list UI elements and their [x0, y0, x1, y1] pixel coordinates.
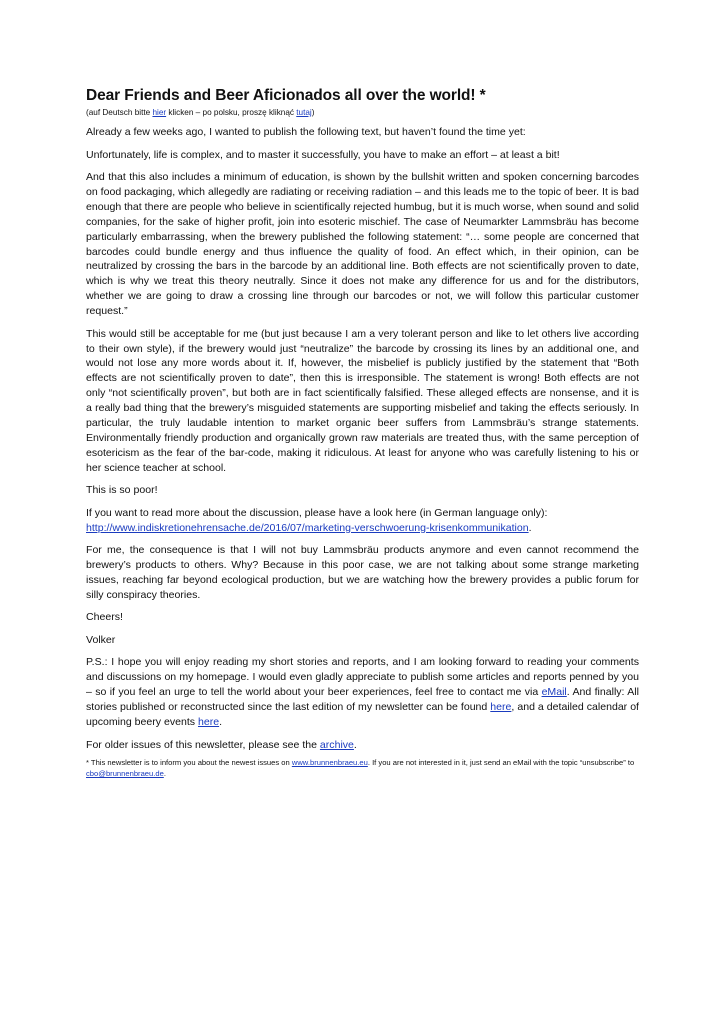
- ps-text-2: . And finally: All stories published or reconstructed since the last edition of my newsletter can be found: [86, 686, 639, 714]
- ps-text-1: P.S.: I hope you will enjoy reading my short stories and reports, and I am looking forward to reading your comments and discussions on my homepage. I would even gladly appreciate to publish some articles and reports penned by you – so if you feel an urge to tell the world about your beer experiences, feel free to contact me via: [86, 656, 639, 699]
- paragraph-intro: Already a few weeks ago, I wanted to publish the following text, but haven’t found the time yet:: [86, 126, 526, 138]
- paragraph-barcodes: And that this also includes a minimum of education, is shown by the bullshit written and spoken concerning barcodes on food packaging, which allegedly are radiating or receiving radiation – and this leads me to the topic of beer. It is bad enough that there are people who believe in scientifically rejected humbug, but it is much worse, when sound and solid companies, for the sake of higher profit, join into esoteric mischief. The case of Neumarkter Lammsbräu has become particularly embarrassing, when the brewery published the following statement: “… some people are concerned that barcodes could bundle energy and thus influence the quality of food. An effect which, in their opinion, can be neutralized by crossing the bars in the barcode by an additional line. Both effects are not scientifically proven to date, which is why we treat this theory neutrally. Since it does not make any difference for us and for the distributors, whether we are going to draw a crossing line through our barcodes or not, we will follow this particular customer request.”: [86, 171, 639, 318]
- ps-text-4: .: [219, 716, 223, 729]
- footnote: [86, 758, 639, 779]
- older-issues-period: .: [353, 738, 357, 751]
- discussion-article-link[interactable]: http://www.indiskretionehrensache.de/2016/07/marketing-verschwoerung-krisenkommunikation: [86, 521, 529, 534]
- closing-cheers: Cheers!: [86, 611, 123, 624]
- footnote-text-2: . If you are not interested in it, just send an eMail with the topic “unsubscribe” to: [367, 758, 635, 768]
- language-note-text-3: ): [311, 108, 315, 117]
- footnote-text-1: * This newsletter is to inform you about the newest issues on: [86, 758, 292, 768]
- paragraph-tolerance: This would still be acceptable for me (but just because I am a very tolerant person and like to let others live according to their own style), if the brewery would just “neutralize” the barcode by crossing its lines by an additional one, and would not lose any more words about it. If, however, the misbelief is publicly justified by the statement that “Both effects are not scientifically proven to date”, then this is irresponsible. The statement is wrong! Both effects are not only “not scientifically proven”, but both are in fact scientifically falsified. These alleged effects are nonsense, and it is a really bad thing that the brewery’s misguided statements are supporting misbelief and taking the effects seriously. In particular, the truly laudable intention to market organic beer suffers from Lammsbräu’s strange statements. Environmentally friendly production and organically grown raw materials are treated thus, with the same perception of esotericism as the fear of the bar-code, making it ridiculous. At least for anyone who was carefully listening to his or her science teacher at school.: [86, 327, 639, 474]
- paragraph-poor: This is so poor!: [86, 484, 158, 497]
- footnote-text-3: .: [163, 768, 166, 778]
- homepage-link[interactable]: www.brunnenbraeu.eu: [291, 758, 368, 768]
- unsubscribe-email-link[interactable]: cbo@brunnenbraeu.de: [86, 768, 164, 778]
- email-link[interactable]: eMail: [541, 686, 567, 699]
- paragraph-life: Unfortunately, life is complex, and to master it successfully, you have to make an effort – at least a bit!: [86, 148, 560, 161]
- stories-link[interactable]: here: [490, 701, 512, 714]
- polish-version-link[interactable]: tutaj: [296, 108, 312, 117]
- newsletter-page: [86, 86, 639, 779]
- signature: Volker: [86, 633, 116, 646]
- language-note: [86, 107, 639, 118]
- paragraph-postscript: [86, 655, 639, 730]
- read-more-period: .: [528, 521, 532, 534]
- ps-text-3: , and a detailed calendar of upcoming beery events: [86, 701, 639, 729]
- read-more-text: If you want to read more about the discussion, please have a look here (in German language only):: [86, 506, 548, 519]
- paragraph-read-more: [86, 506, 639, 536]
- older-issues-text: For older issues of this newsletter, please see the: [86, 738, 320, 751]
- events-calendar-link[interactable]: here: [197, 716, 220, 729]
- page-title: Dear Friends and Beer Aficionados all over the world! *: [86, 87, 486, 104]
- language-note-text-2: klicken – po polsku, proszę kliknąć: [166, 108, 297, 117]
- archive-link[interactable]: archive: [319, 738, 354, 751]
- german-version-link[interactable]: hier: [152, 108, 167, 117]
- paragraph-older-issues: [86, 738, 639, 753]
- language-note-text-1: (auf Deutsch bitte: [86, 108, 153, 117]
- paragraph-consequence: For me, the consequence is that I will not buy Lammsbräu products anymore and even cannot recommend the brewery’s products to others. Why? Because in this poor case, we are not talking about some strange marketing issues, reaching far beyond ecological production, but we are watching how the brewery provides a public forum for silly conspiracy theories.: [86, 544, 639, 601]
